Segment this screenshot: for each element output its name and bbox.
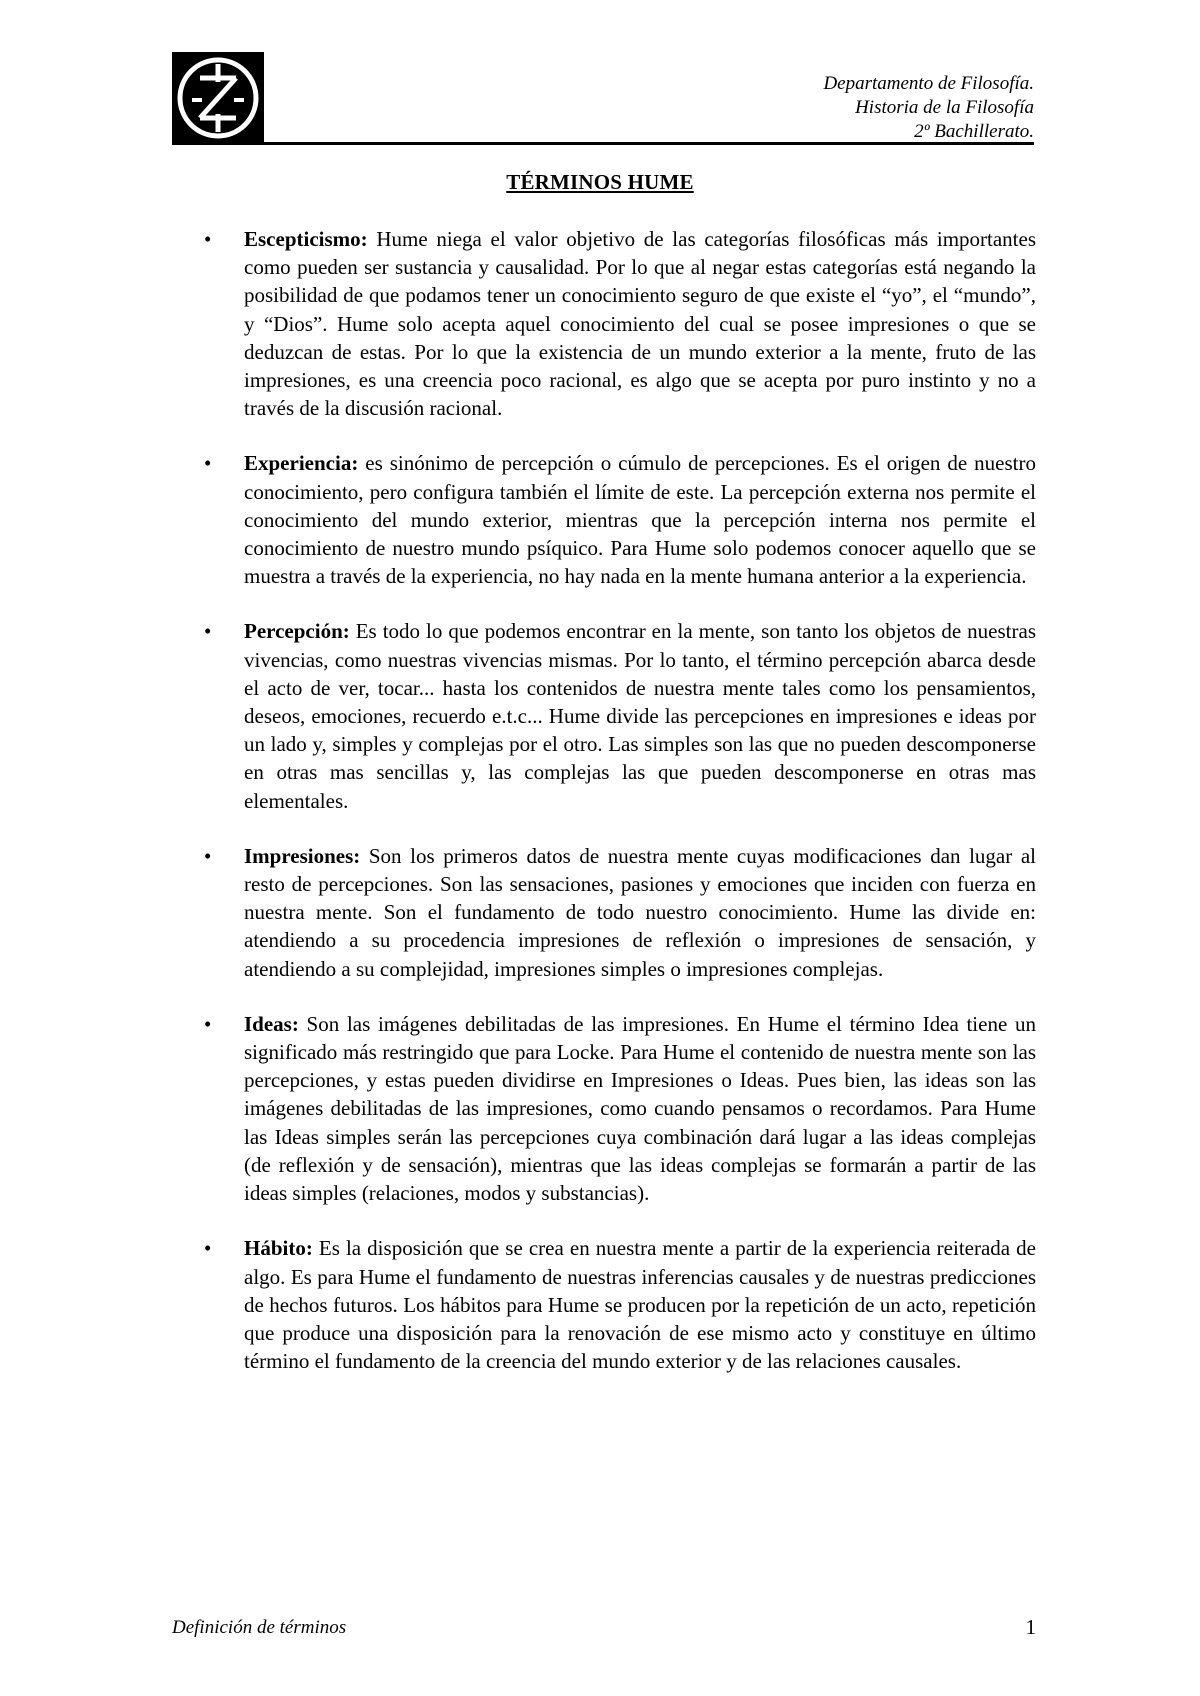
bullet-icon: •	[204, 619, 212, 644]
department-logo-icon	[172, 52, 264, 144]
term-item-percepcion	[204, 617, 1036, 814]
term-item-ideas	[204, 1010, 1036, 1207]
document-title: TÉRMINOS HUME	[506, 170, 694, 194]
term-name: Impresiones:	[244, 843, 361, 868]
term-definition: Son los primeros datos de nuestra mente cuyas modificaciones dan lugar al resto de percepciones. Son las sensaciones, pasiones y emociones que inciden con fuerza en nuestra mente. Son el fundamento de todo nuestro conocimiento. Hume las divide en: atendiendo a su procedencia impresiones de reflexión o impresiones de sensación, y atendiendo a su complejidad, impresiones simples o impresiones complejas.	[244, 843, 1036, 981]
term-item-habito	[204, 1234, 1036, 1375]
term-definition: Son las imágenes debilitadas de las impresiones. En Hume el término Idea tiene un significado más restringido que para Locke. Para Hume el contenido de nuestra mente son las percepciones, y estas pueden dividirse en Impresiones o Ideas. Pues bien, las ideas son las imágenes debilitadas de las impresiones, como cuando pensamos o recordamos. Para Hume las Ideas simples serán las percepciones cuya combinación dará lugar a las ideas complejas (de reflexión y de sensación), mientras que las ideas complejas se formarán a partir de las ideas simples (relaciones, modos y substancias).	[244, 1011, 1036, 1206]
bullet-icon: •	[204, 843, 212, 868]
term-name: Percepción:	[244, 619, 350, 644]
bullet-icon: •	[204, 1011, 212, 1036]
term-definition: Es la disposición que se crea en nuestra mente a partir de la experiencia reiterada de algo. Es para Hume el fundamento de nuestras inferencias causales y de nuestras predicciones de hechos futuros. Los hábitos para Hume se producen por la repetición de un acto, repetición que produce una disposición para la renovación de ese mismo acto y constituye en último término el fundamento de la creencia del mundo exterior y de las relaciones causales.	[244, 1236, 1036, 1374]
term-definition: Es todo lo que podemos encontrar en la mente, son tanto los objetos de nuestras vivencias, como nuestras vivencias mismas. Por lo tanto, el término percepción abarca desde el acto de ver, tocar... hasta los contenidos de nuestra mente tales como los pensamientos, deseos, emociones, recuerdo e.t.c... Hume divide las percepciones en impresiones e ideas por un lado y, simples y complejas por el otro. Las simples son las que no pueden descomponerse en otras mas sencillas y, las complejas las que pueden descomponerse en otras mas elementales.	[244, 619, 1036, 813]
header-divider	[172, 142, 1034, 145]
term-definition: Hume niega el valor objetivo de las categorías filosóficas más importantes como pueden ser sustancia y causalidad. Por lo que al negar estas categorías está negando la posibilidad de que podamos tener un conocimiento seguro de que existe el “yo”, el “mundo”, y “Dios”. Hume solo acepta aquel conocimiento del cual se posee impresiones o que se deduzcan de estas. Por lo que la existencia de un mundo exterior a la mente, fruto de las impresiones, es una creencia poco racional, es algo que se acepta por puro instinto y no a través de la discusión racional.	[244, 227, 1036, 421]
bullet-icon: •	[204, 1236, 212, 1261]
bullet-icon: •	[204, 451, 212, 476]
term-item-escepticismo	[204, 225, 1036, 422]
terms-list	[204, 225, 1036, 1402]
footer-section-title: Definición de términos	[172, 1617, 347, 1638]
header-course: 2º Bachillerato.	[914, 121, 1034, 142]
header-info	[823, 72, 1034, 144]
header-subject: Historia de la Filosofía	[855, 97, 1034, 118]
page-number: 1	[1025, 1615, 1036, 1639]
term-item-impresiones	[204, 842, 1036, 983]
term-name: Hábito:	[244, 1236, 313, 1261]
term-name: Experiencia:	[244, 451, 359, 476]
term-name: Escepticismo:	[244, 227, 368, 251]
bullet-icon: •	[204, 227, 212, 251]
header-department: Departamento de Filosofía.	[823, 73, 1034, 94]
term-name: Ideas:	[244, 1011, 299, 1036]
term-definition: es sinónimo de percepción o cúmulo de percepciones. Es el origen de nuestro conocimiento, pero configura también el límite de este. La percepción externa nos permite el conocimiento del mundo exterior, mientras que la percepción interna nos permite el conocimiento de nuestro mundo psíquico. Para Hume solo podemos conocer aquello que se muestra a través de la experiencia, no hay nada en la mente humana anterior a la experiencia.	[244, 451, 1036, 589]
term-item-experiencia	[204, 449, 1036, 590]
